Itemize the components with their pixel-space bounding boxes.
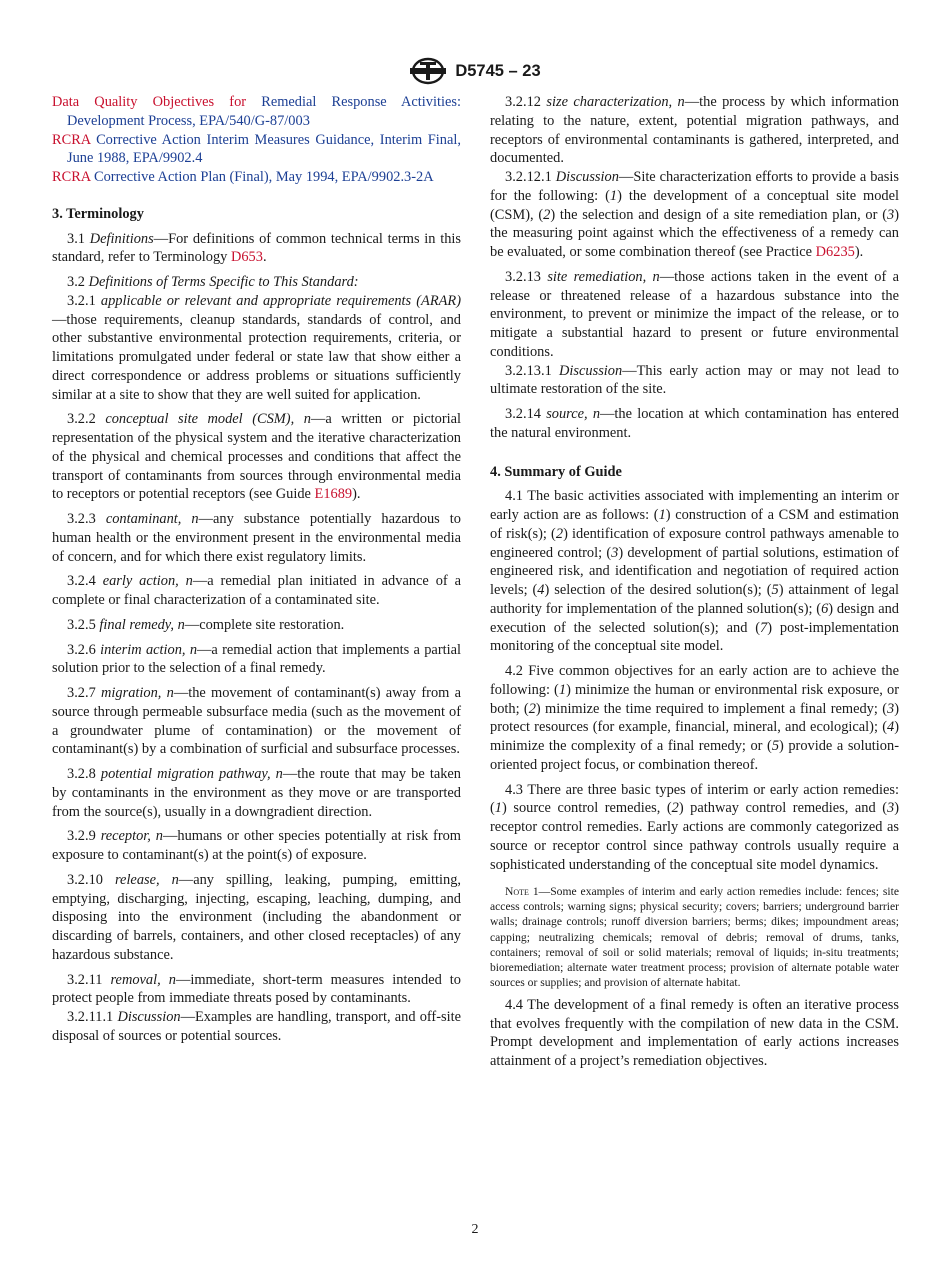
- paragraph-3-2-12-1: 3.2.12.1 Discussion—Site characterization efforts to provide a basis for the following: (1) the development of a conceptual site model (CSM), (2) the selection and design of a site remediation plan, or (3) the measuring point against which the effectiveness of a remedy can be evaluated, or some combination thereof (see Practice D6235).: [490, 169, 900, 260]
- reference-item[interactable]: RCRA Corrective Action Interim Measures Guidance, Interim Final, June 1988, EPA/9902.4: [52, 131, 461, 167]
- link-d653[interactable]: D653: [230, 249, 263, 266]
- paragraph-3-2-2: 3.2.2 conceptual site model (CSM), n—a written or pictorial representation of the physical system and the iterative characterization of the physical and chemical processes and conditions that affect the transport of contaminants from sources through environmental media to receptors or potential receptors (see Guide E1689).: [52, 411, 461, 503]
- page-header: [0, 56, 950, 86]
- paragraph-3-2-6: 3.2.6 interim action, n—a remedial action that implements a partial solution prior to the selection of a final remedy.: [52, 641, 461, 677]
- document-designation: D5745 – 23: [455, 61, 541, 80]
- paragraph-3-2-5: 3.2.5 final remedy, n—complete site restoration.: [67, 616, 345, 633]
- link-e1689[interactable]: E1689: [314, 486, 353, 503]
- paragraph-3-2: 3.2 Definitions of Terms Specific to This Standard:: [67, 274, 359, 290]
- paragraph-4-4: 4.4 The development of a final remedy is often an iterative process that evolves frequently with the compilation of new data in the CSM. Prompt development and implementation of early actions increases attainment of a project’s remediation objectives.: [490, 996, 899, 1070]
- paragraph-3-2-9: 3.2.9 receptor, n—humans or other species potentially at risk from exposure to contaminant(s) at the point(s) of exposure.: [52, 828, 461, 863]
- reference-item[interactable]: Data Quality Objectives for Remedial Response Activities: Development Process, EPA/540/G-87/003: [52, 94, 461, 129]
- section-heading-summary: 4. Summary of Guide: [490, 463, 622, 480]
- paragraph-3-2-13-1: 3.2.13.1 Discussion—This early action may or may not lead to ultimate restoration of the site.: [490, 362, 899, 398]
- paragraph-3-2-10: 3.2.10 release, n—any spilling, leaking, pumping, emitting, emptying, discharging, injecting, escaping, leaching, dumping, and disposing into the environment (including the abandonment or discarding of barrels, containers, and other closed receptacles) of any hazardous substance.: [52, 871, 461, 963]
- reference-list: [52, 93, 461, 187]
- paragraph-4-3: 4.3 There are three basic types of interim or early action remedies: (1) source control remedies, (2) pathway control remedies, and (3) receptor control remedies. Early actions are commonly categorized as source or receptor control since pathway controls usually require a sophisticated understanding of the conceptual site model dynamics.: [490, 781, 899, 873]
- paragraph-3-2-11: 3.2.11 removal, n—immediate, short-term measures intended to protect people from immediate threats posed by contaminants.: [52, 971, 461, 1007]
- left-column: [52, 93, 461, 1046]
- paragraph-3-2-1: 3.2.1 applicable or relevant and appropriate requirements (ARAR)—those requirements, cleanup standards, standards of control, and other substantive environmental protection requirements, criteria, or limitations promulgated under federal or state law that show either a direct correspondence or address problems or situations sufficiently similar at a site to show that they are well suited for application.: [52, 292, 461, 403]
- section-heading-terminology: 3. Terminology: [52, 205, 144, 222]
- paragraph-3-2-14: 3.2.14 source, n—the location at which contamination has entered the natural environment.: [490, 406, 899, 441]
- paragraph-4-1: 4.1 The basic activities associated with implementing an interim or early action are as follows: (1) construction of a CSM and estimation of risk(s); (2) identification of exposure control pathways amenable to engineered control; (3) development of partial solutions, estimation of engineered risk, and identification and negotiation of required action levels; (4) selection of the desired solution(s); (5) attainment of legal authority for implementation of the planned solution(s); (6) design and execution of the selected solution(s); and (7) post-implementation monitoring of the conceptual site model.: [490, 488, 900, 655]
- paragraph-3-2-3: 3.2.3 contaminant, n—any substance potentially hazardous to human health or the environment present in the environmental media of concern, and for which there exist regulatory limits.: [52, 511, 461, 565]
- astm-logo-icon: [409, 56, 447, 86]
- paragraph-3-2-8: 3.2.8 potential migration pathway, n—the route that may be taken by contaminants in the environment as they move or are transported from the source(s), usually in a downgradient direction.: [52, 766, 461, 820]
- reference-item[interactable]: RCRA Corrective Action Plan (Final), May 1994, EPA/9902.3-2A: [52, 169, 434, 185]
- link-d6235[interactable]: D6235: [815, 244, 855, 260]
- right-column: [490, 93, 899, 1071]
- paragraph-3-2-12: 3.2.12 size characterization, n—the process by which information relating to the nature, extent, potential migration pathways, and receptors of environmental contaminants is gathered, interpreted, and documented.: [490, 94, 899, 167]
- paragraph-3-2-4: 3.2.4 early action, n—a remedial plan initiated in advance of a complete or final characterization of a contaminated site.: [52, 573, 461, 608]
- paragraph-3-2-11-1: 3.2.11.1 Discussion—Examples are handling, transport, and off-site disposal of sources or potential sources.: [52, 1009, 461, 1044]
- paragraph-3-1: 3.1 Definitions—For definitions of common technical terms in this standard, refer to Terminology D653.: [52, 230, 461, 266]
- paragraph-3-2-13: 3.2.13 site remediation, n—those actions taken in the event of a release or threatened release of a hazardous substance into the environment, to prevent or minimize the impact of the release, or to mitigate a substantial hazard to present or future environmental conditions.: [490, 268, 899, 360]
- paragraph-3-2-7: 3.2.7 migration, n—the movement of contaminant(s) away from a source through permeable subsurface media (such as the movement of a groundwater plume of contamination) or the movement of contaminant(s) by a combination of surficial and subsurface processes.: [52, 685, 461, 758]
- note-1: Note 1—Some examples of interim and early action remedies include: fences; site access controls; warning signs; physical security; covers; barriers; underground barrier walls; drainage controls; runoff diversion barriers; berms; dikes; impoundment areas; capping; neutralizing chemicals; removal of debris; removal of drums, tanks, containers; removal of soil or solid materials; removal of liquids; in-situ treatments; bioremediation; alternate water treatment process; provision of alternate potable water sources or supplies; and provision of alternate habitat.: [490, 885, 899, 989]
- paragraph-4-2: 4.2 Five common objectives for an early action are to achieve the following: (1) minimize the human or environmental risk exposure, or both; (2) minimize the time required to implement a final remedy; (3) protect resources (for example, financial, mineral, and ecological); (4) minimize the complexity of a final remedy; or (5) provide a solution-oriented project focus, or combination thereof.: [490, 663, 899, 773]
- page-number: 2: [471, 1222, 479, 1237]
